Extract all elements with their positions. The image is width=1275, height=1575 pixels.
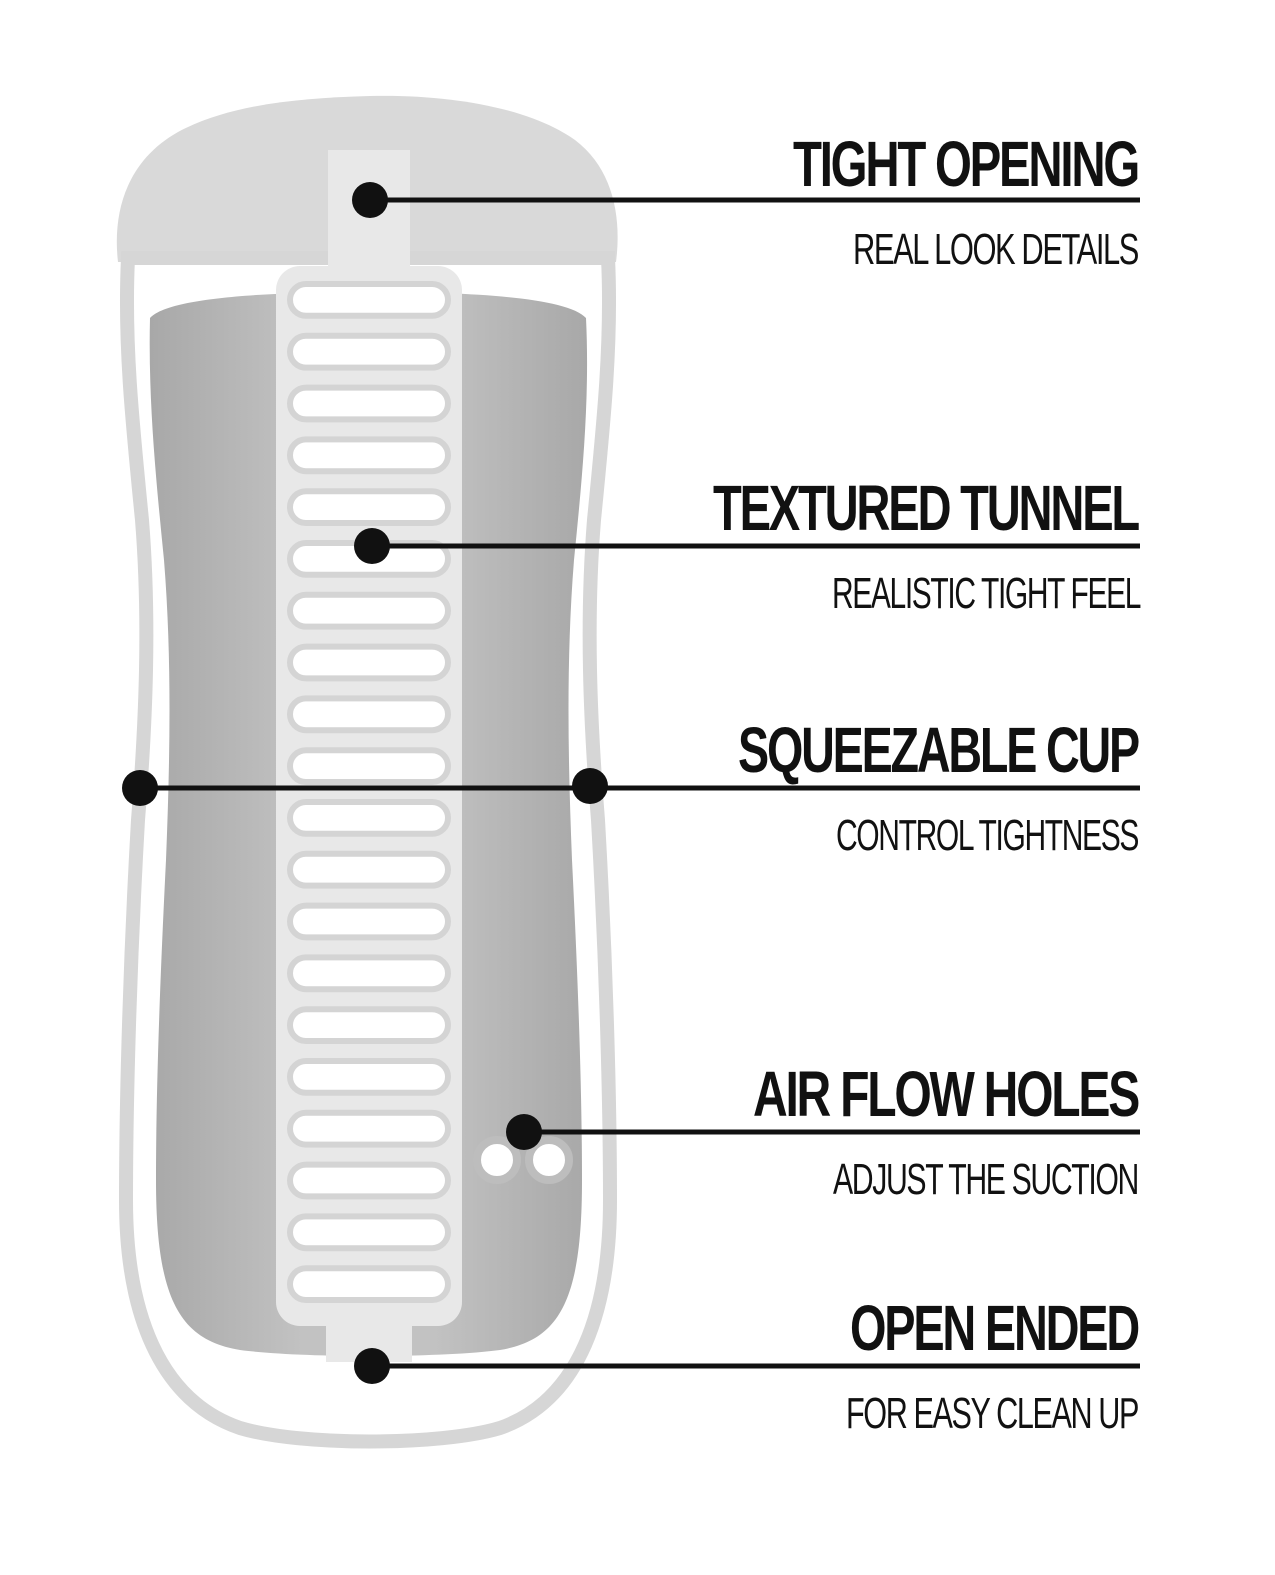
tunnel-rib [290, 1268, 448, 1300]
marker-tight-opening [352, 182, 388, 218]
tunnel-rib [290, 1216, 448, 1248]
tunnel-rib [290, 957, 448, 989]
tunnel-rib [290, 284, 448, 316]
callout-subtitle-open-ended: FOR EASY CLEAN UP [846, 1389, 1139, 1438]
callout-title-squeezable-cup: SQUEEZABLE CUP [738, 714, 1139, 786]
callout-labels [713, 128, 1141, 1438]
tunnel-rib [290, 1009, 448, 1041]
tunnel-rib [290, 595, 448, 627]
tunnel-rib [290, 647, 448, 679]
callout-title-air-flow-holes: AIR FLOW HOLES [753, 1058, 1139, 1130]
callout-subtitle-textured-tunnel: REALISTIC TIGHT FEEL [832, 569, 1142, 618]
callout-title-open-ended: OPEN ENDED [850, 1292, 1139, 1364]
tunnel-rib [290, 1061, 448, 1093]
marker-textured-tunnel [354, 528, 390, 564]
marker-open-ended [354, 1348, 390, 1384]
callout-subtitle-tight-opening: REAL LOOK DETAILS [853, 225, 1139, 274]
marker-squeezable-cup-left [122, 770, 158, 806]
tunnel-rib [290, 336, 448, 368]
tunnel-rib [290, 388, 448, 420]
air-hole-left [477, 1140, 517, 1180]
tunnel-rib [290, 750, 448, 782]
textured-tunnel-channel [276, 266, 462, 1326]
tunnel-rib [290, 1113, 448, 1145]
tunnel-rib [290, 854, 448, 886]
callout-subtitle-air-flow-holes: ADJUST THE SUCTION [833, 1155, 1138, 1204]
callout-title-textured-tunnel: TEXTURED TUNNEL [713, 472, 1140, 544]
tunnel-rib [290, 698, 448, 730]
tunnel-rib [290, 1165, 448, 1197]
tunnel-rib [290, 491, 448, 523]
cup-illustration [117, 96, 618, 1442]
callout-subtitle-squeezable-cup: CONTROL TIGHTNESS [836, 811, 1139, 860]
tunnel-rib [290, 906, 448, 938]
marker-squeezable-cup-right [572, 768, 608, 804]
marker-air-flow-holes [506, 1114, 542, 1150]
tunnel-rib [290, 439, 448, 471]
tunnel-rib [290, 802, 448, 834]
callout-title-tight-opening: TIGHT OPENING [793, 128, 1138, 200]
